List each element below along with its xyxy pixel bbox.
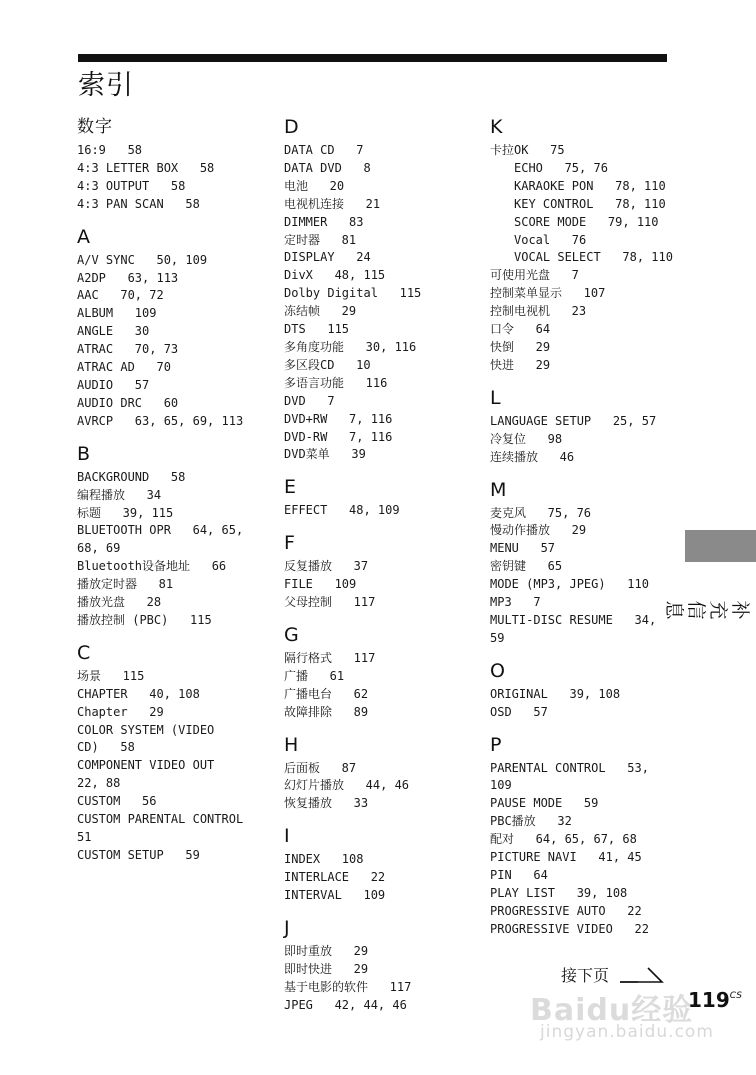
index-entry: A/V SYNC 50, 109 (77, 252, 208, 267)
index-section (490, 732, 690, 939)
index-entry: DVD+RW 7, 116 (284, 411, 393, 426)
index-section (490, 385, 690, 467)
index-entry: PIN 64 (490, 868, 548, 882)
index-entry: CUSTOM PARENTAL CONTROL (77, 812, 244, 827)
index-entry: MULTI-DISC RESUME 34, (490, 612, 657, 627)
section-heading: P (490, 733, 502, 756)
index-entry: 连续播放 46 (490, 449, 575, 464)
index-entry: MENU 57 (490, 541, 556, 556)
index-entry: EFFECT 48, 109 (284, 503, 400, 518)
index-entry: Chapter 29 (77, 704, 164, 719)
index-entry: 基于电影的软件 117 (284, 979, 412, 994)
index-entry: 卡拉OK 75 (490, 143, 565, 157)
section-heading: D (284, 116, 299, 138)
index-entry: 麦克风 75, 76 (490, 505, 592, 520)
index-entry: MODE (MP3, JPEG) 110 (490, 577, 649, 592)
index-column-1 (77, 114, 277, 875)
section-heading: L (490, 386, 501, 409)
index-entry: 恢复播放 33 (284, 796, 369, 811)
index-entry: 16:9 58 (77, 143, 143, 157)
index-entry: CUSTOM SETUP 59 (77, 847, 200, 862)
index-entry: LANGUAGE SETUP 25, 57 (490, 413, 657, 428)
top-rule (78, 54, 667, 62)
index-entry: 慢动作播放 29 (490, 523, 587, 538)
index-section (284, 114, 484, 464)
index-entry: 51 (77, 830, 92, 844)
index-entry: FILE 109 (284, 577, 357, 592)
index-entry: Dolby Digital 115 (284, 286, 422, 301)
index-section (284, 530, 484, 612)
index-entry: 反复播放 37 (284, 559, 369, 574)
index-section (284, 474, 484, 520)
index-entry: 标题 39, 115 (77, 505, 174, 520)
index-entry: 4:3 PAN SCAN 58 (77, 196, 200, 211)
index-entry: 22, 88 (77, 776, 121, 791)
index-section (77, 224, 277, 431)
index-entry: DISPLAY 24 (284, 250, 371, 265)
page-number-value: 119 (688, 988, 730, 1012)
index-entry: JPEG 42, 44, 46 (284, 997, 407, 1012)
index-entry: 播放定时器 81 (77, 577, 174, 592)
index-entry: PARENTAL CONTROL 53, (490, 760, 649, 775)
index-entry: 多区段CD 10 (284, 357, 371, 372)
page-number (688, 988, 742, 1012)
index-entry: PROGRESSIVE AUTO 22 (490, 903, 642, 918)
index-entry: Bluetooth设备地址 66 (77, 559, 227, 574)
index-entry: 播放控制 (PBC) 115 (77, 612, 212, 627)
index-entry: 播放光盘 28 (77, 595, 162, 610)
section-tab-label (663, 566, 751, 654)
index-entry: DVD菜单 39 (284, 447, 366, 462)
watermark-url: jingyan.baidu.com (540, 1022, 714, 1042)
index-entry: 父母控制 117 (284, 595, 376, 610)
index-entry: ORIGINAL 39, 108 (490, 686, 621, 701)
index-entry: 即时重放 29 (284, 944, 369, 958)
index-entry: DTS 115 (284, 322, 350, 337)
index-entry: 59 (490, 630, 505, 645)
index-entry: 配对 64, 65, 67, 68 (490, 832, 637, 847)
index-entry: ANGLE 30 (77, 324, 150, 339)
section-heading: F (284, 532, 295, 555)
index-section (490, 114, 690, 375)
index-entry: DATA DVD 8 (284, 160, 371, 175)
index-entry: 多角度功能 30, 116 (284, 339, 417, 354)
section-heading: J (284, 917, 290, 939)
index-entry: 快倒 29 (490, 339, 551, 354)
index-entry: PLAY LIST 39, 108 (490, 885, 628, 900)
index-subentry: KARAOKE PON 78, 110 (514, 178, 666, 193)
section-heading: E (284, 476, 297, 499)
index-entry: 控制电视机 23 (490, 304, 587, 319)
index-column-2 (284, 114, 484, 1025)
index-section (284, 823, 484, 905)
index-entry: DVD 7 (284, 393, 335, 408)
index-entry: ALBUM 109 (77, 306, 157, 321)
index-entry: PAUSE MODE 59 (490, 796, 599, 811)
section-heading: B (77, 442, 91, 465)
section-heading: K (490, 116, 503, 138)
index-entry: DivX 48, 115 (284, 268, 386, 283)
index-entry: A2DP 63, 113 (77, 270, 179, 285)
section-tab (685, 530, 756, 562)
index-section (284, 732, 484, 814)
index-section (490, 658, 690, 722)
section-heading: 数字 (77, 117, 113, 137)
index-entry: BACKGROUND 58 (77, 469, 186, 484)
section-tab-label-text: 补充信息 (663, 600, 751, 620)
index-entry: 后面板 87 (284, 760, 357, 775)
index-entry: 场景 115 (77, 668, 145, 683)
section-heading: O (490, 659, 505, 682)
index-subentry: KEY CONTROL 78, 110 (514, 196, 666, 211)
section-heading: M (490, 478, 507, 501)
index-entry: 即时快进 29 (284, 961, 369, 976)
section-heading: I (284, 825, 290, 848)
index-entry: DATA CD 7 (284, 143, 364, 157)
index-entry: ATRAC AD 70 (77, 360, 171, 375)
index-subentry: Vocal 76 (514, 232, 587, 247)
index-section (77, 441, 277, 630)
index-entry: COMPONENT VIDEO OUT (77, 758, 215, 773)
index-section (490, 477, 690, 648)
index-entry: 冻结帧 29 (284, 304, 357, 319)
page-number-suffix: CS (729, 991, 742, 1001)
index-entry: 4:3 OUTPUT 58 (77, 178, 186, 193)
index-subentry: VOCAL SELECT 78, 110 (514, 250, 673, 265)
index-entry: 控制菜单显示 107 (490, 286, 606, 301)
index-entry: COLOR SYSTEM (VIDEO (77, 722, 215, 737)
index-entry: PICTURE NAVI 41, 45 (490, 850, 642, 865)
index-entry: MP3 7 (490, 595, 541, 610)
section-heading: H (284, 733, 299, 756)
index-subentry: ECHO 75, 76 (514, 160, 608, 175)
index-entry: 广播电台 62 (284, 686, 369, 701)
index-entry: AAC 70, 72 (77, 288, 164, 303)
index-entry: INDEX 108 (284, 852, 364, 867)
index-entry: INTERVAL 109 (284, 888, 386, 903)
index-entry: ATRAC 70, 73 (77, 342, 179, 357)
index-entry: INTERLACE 22 (284, 870, 386, 885)
index-entry: 定时器 81 (284, 232, 357, 247)
watermark-logo: Baidu经验 (530, 993, 694, 1028)
index-section (284, 915, 484, 1015)
index-entry: DIMMER 83 (284, 214, 364, 229)
index-entry: CUSTOM 56 (77, 794, 157, 809)
index-entry: BLUETOOTH OPR 64, 65, (77, 523, 244, 538)
index-entry: 109 (490, 778, 512, 793)
index-entry: AVRCP 63, 65, 69, 113 (77, 413, 244, 428)
index-column-3 (490, 114, 690, 949)
index-entry: CD) 58 (77, 740, 135, 755)
index-entry: 幻灯片播放 44, 46 (284, 778, 410, 793)
page-title: 索引 (78, 70, 134, 101)
index-entry: 广播 61 (284, 668, 345, 683)
index-entry: 冷复位 98 (490, 431, 563, 446)
section-heading: C (77, 641, 91, 664)
index-entry: DVD-RW 7, 116 (284, 429, 393, 444)
index-entry: AUDIO 57 (77, 377, 150, 392)
index-entry: 隔行格式 117 (284, 650, 376, 665)
continue-label: 接下页 (561, 966, 610, 985)
index-section (284, 622, 484, 722)
section-heading: G (284, 623, 299, 646)
index-entry: 68, 69 (77, 541, 121, 556)
index-entry: OSD 57 (490, 704, 548, 719)
index-entry: PBC播放 32 (490, 814, 572, 829)
index-entry: 多语言功能 116 (284, 375, 388, 390)
index-entry: 电池 20 (284, 178, 345, 193)
index-entry: 密钥键 65 (490, 559, 563, 574)
index-entry: 口令 64 (490, 322, 551, 337)
index-entry: AUDIO DRC 60 (77, 395, 179, 410)
index-subentry: SCORE MODE 79, 110 (514, 214, 659, 229)
index-entry: 编程播放 34 (77, 487, 162, 502)
index-entry: 故障排除 89 (284, 704, 369, 719)
index-entry: 电视机连接 21 (284, 196, 381, 211)
index-entry: 可使用光盘 7 (490, 268, 579, 283)
index-entry: CHAPTER 40, 108 (77, 686, 200, 701)
index-section (77, 114, 277, 214)
index-section (77, 640, 277, 865)
continue-arrow-icon (618, 964, 666, 986)
index-entry: PROGRESSIVE VIDEO 22 (490, 921, 649, 936)
index-entry: 4:3 LETTER BOX 58 (77, 160, 215, 175)
index-entry: 快进 29 (490, 357, 551, 372)
section-heading: A (77, 225, 90, 248)
